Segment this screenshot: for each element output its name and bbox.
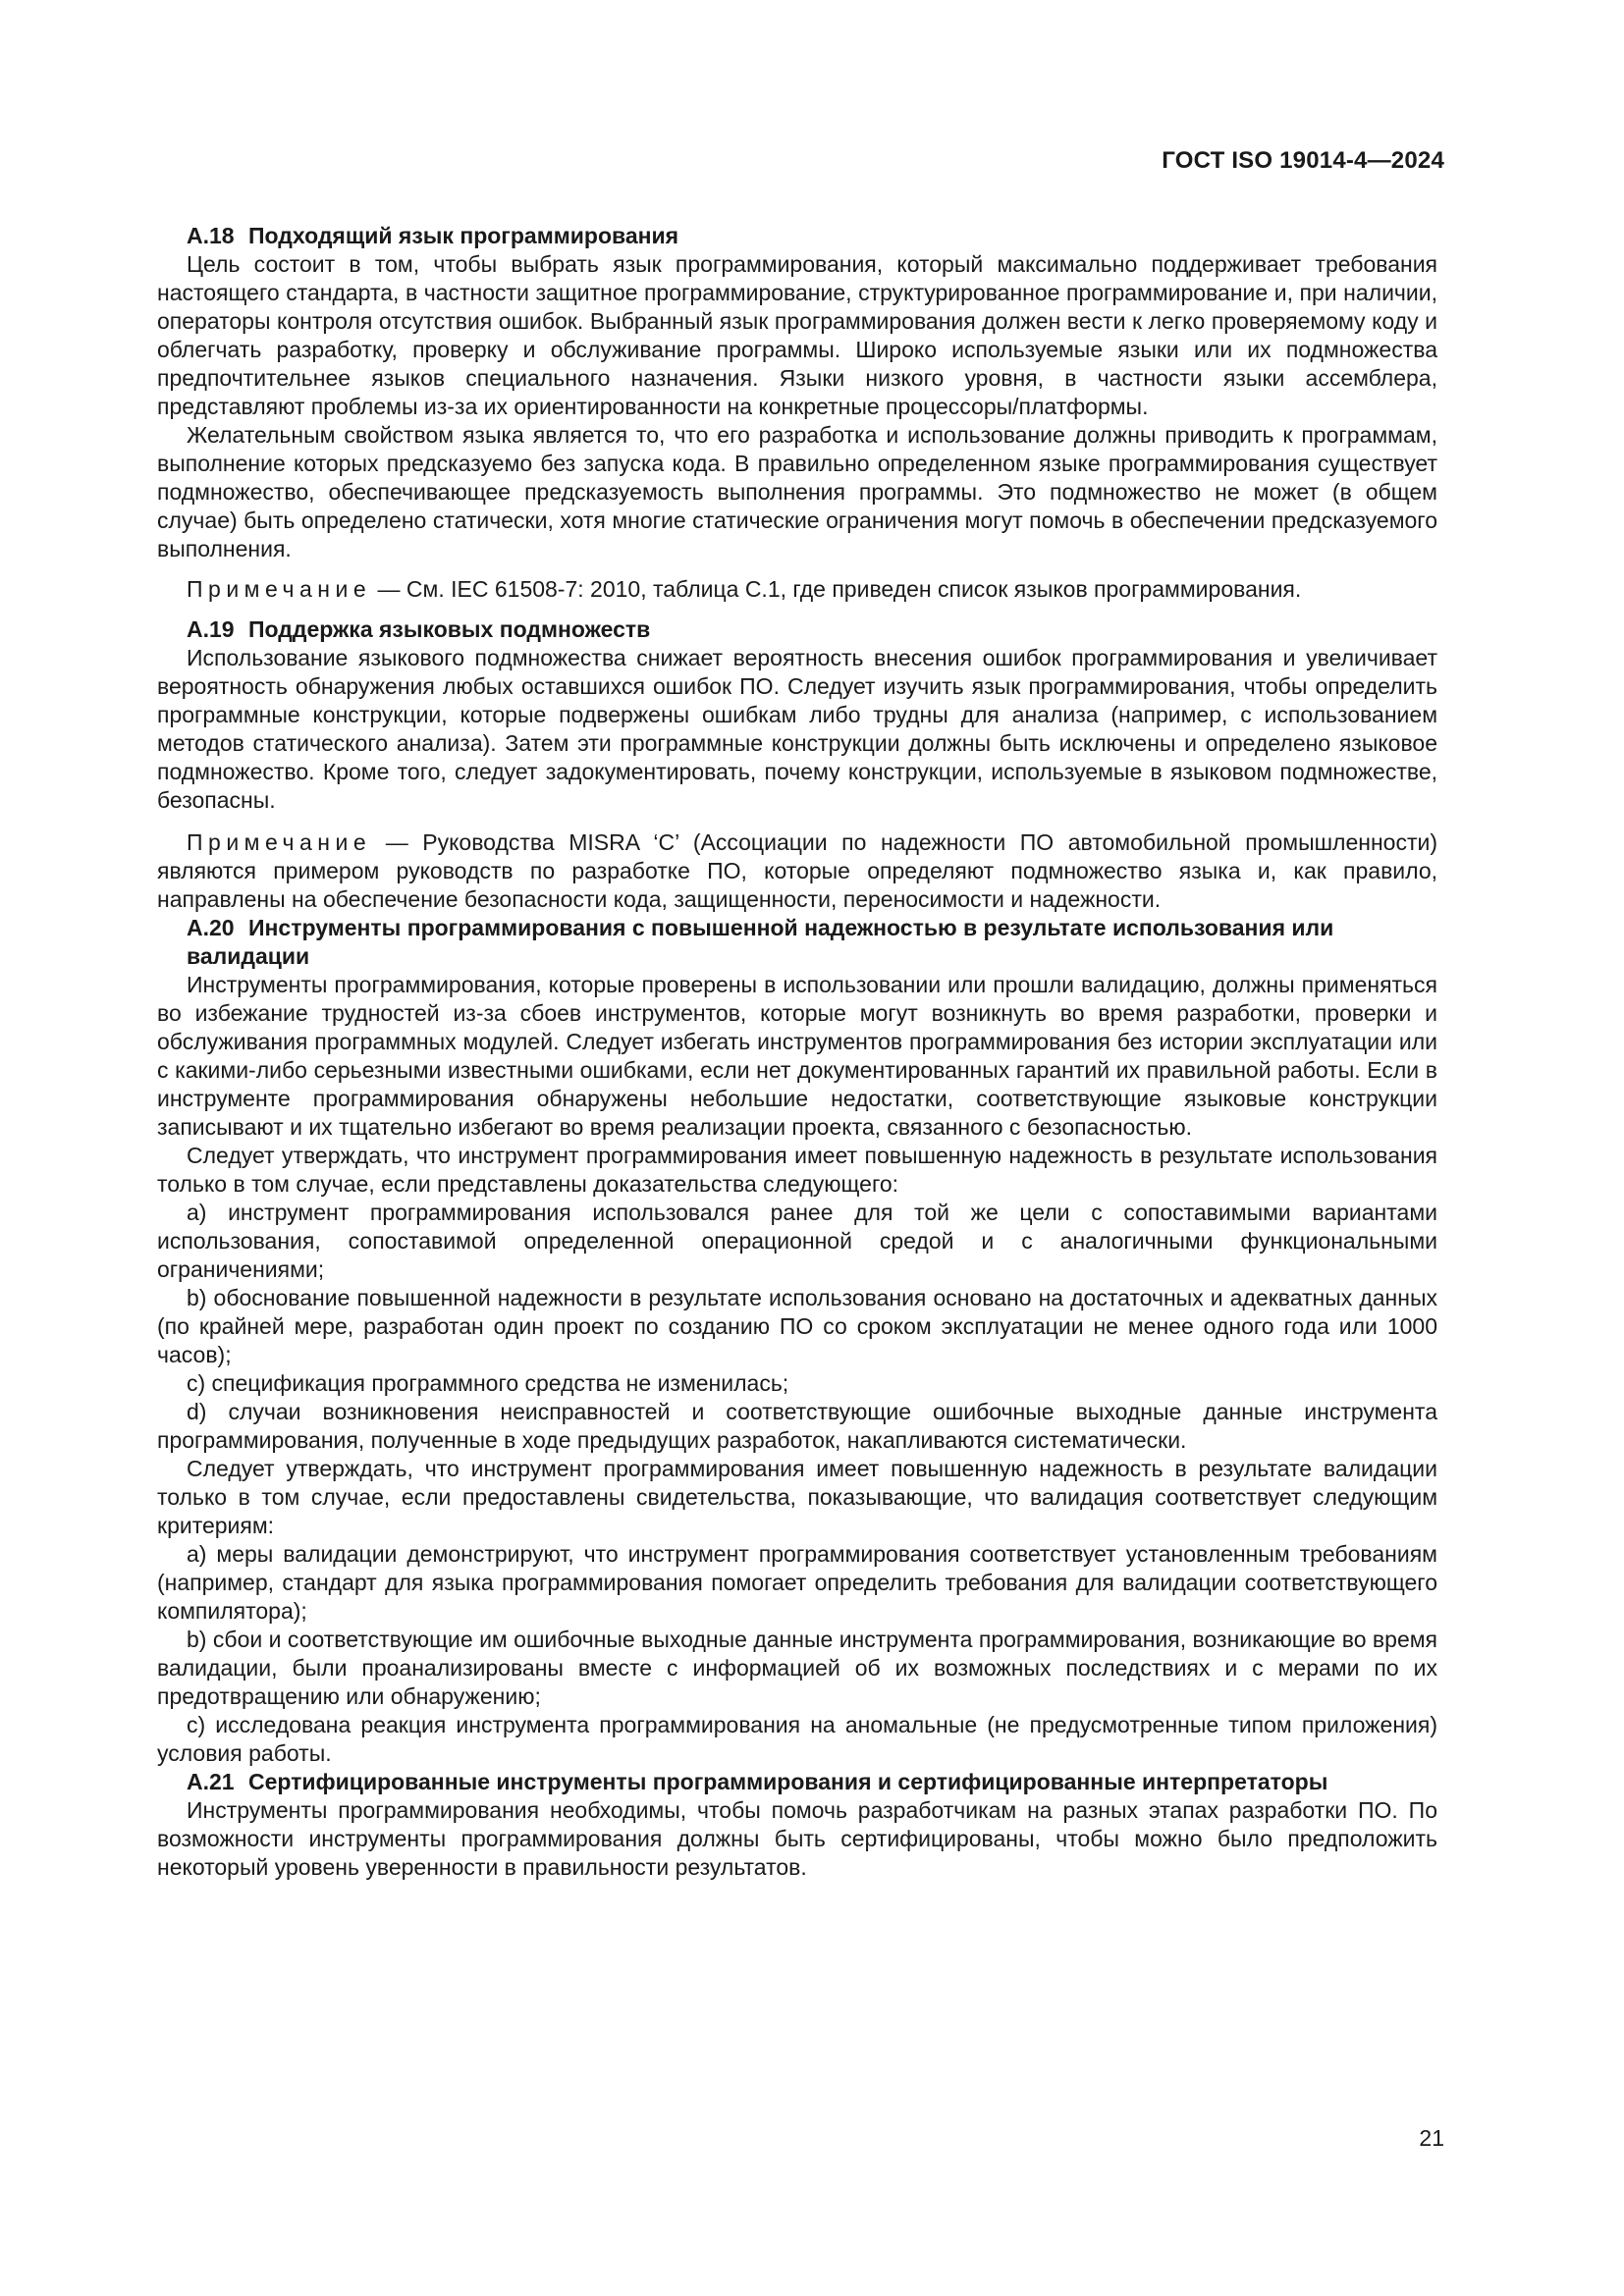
paragraph: Инструменты программирования, которые проверены в использовании или прошли валидацию, должны применяться во избежание трудностей из-за сбоев инструментов, которые могут возникнуть во время разработки, проверки и обслуживания программных модулей. Следует избегать инструментов программирования без истории эксплуатации или с какими-либо серьезными известными ошибками, если нет документированных гарантий их правильной работы. Если в инструменте программирования обнаружены небольшие недостатки, соответствующие языковые конструкции записывают и их тщательно избегают во время реализации проекта, связанного с безопасностью. [157,972,1437,1140]
note-label: Примечание [187,829,372,855]
paragraph: Следует утверждать, что инструмент программирования имеет повышенную надежность в результате валидации только в том случае, если предоставлены свидетельства, показывающие, что валидация соответствует следующим критериям: [157,1456,1437,1538]
section-heading-a20 [157,914,1437,971]
paragraph: Желательным свойством языка является то, что его разработка и использование должны приводить к программам, выполнение которых предсказуемо без запуска кода. В правильно определенном языке программирования существует подмножество, обеспечивающее предсказуемость выполнения программы. Это подмножество не может (в общем случае) быть определено статически, хотя многие статические ограничения могут помочь в обеспечении предсказуемого выполнения. [157,422,1437,561]
note [157,575,1437,604]
paragraph: Инструменты программирования необходимы, чтобы помочь разработчикам на разных этапах разработки ПО. По возможности инструменты программирования должны быть сертифицированы, чтобы можно было предположить некоторый уровень уверенности в правильности результатов. [157,1797,1437,1880]
section-heading-a21 [157,1768,1437,1796]
note-label: Примечание [187,576,372,602]
page-number: 21 [1419,2125,1444,2151]
section-title: Инструменты программирования с повышенной надежностью в результате использования или валидации [187,915,1334,969]
section-heading-a18 [157,222,1437,250]
list-item: a) меры валидации демонстрируют, что инструмент программирования соответствует установленным требованиям (например, стандарт для языка программирования помогает определить требования для валидации соответствующего компилятора); [157,1541,1437,1624]
list-item: b) сбои и соответствующие им ошибочные выходные данные инструмента программирования, возникающие во время валидации, были проанализированы вместе с информацией об их возможных последствиях и с мерами по их предотвращению или обнаружению; [157,1627,1437,1709]
note [157,828,1437,914]
list-item: c) спецификация программного средства не изменилась; [187,1370,789,1396]
section-title: Поддержка языковых подмножеств [247,616,651,642]
document-code-header: ГОСТ ISO 19014-4—2024 [1162,147,1444,174]
section-number: A.21 [187,1769,235,1794]
note-text: — См. IEC 61508-7: 2010, таблица С.1, где приведен список языков программирования. [371,576,1302,602]
section-number: A.18 [187,223,235,248]
section-heading-a19 [157,615,1437,644]
section-title: Сертифицированные инструменты программирования и сертифицированные интерпретаторы [247,1769,1328,1794]
list-item: a) инструмент программирования использовался ранее для той же цели с сопоставимыми вариантами использования, сопоставимой определенной операционной средой и с аналогичными функциональными ограничениями; [157,1200,1437,1282]
paragraph: Следует утверждать, что инструмент программирования имеет повышенную надежность в результате использования только в том случае, если представлены доказательства следующего: [157,1143,1437,1197]
note-text: — Руководства MISRA ‘C’ (Ассоциации по надежности ПО автомобильной промышленности) являются примером руководств по разработке ПО, которые определяют подмножество языка и, как правило, направлены на обеспечение безопасности кода, защищенности, переносимости и надежности. [157,829,1437,912]
paragraph: Использование языкового подмножества снижает вероятность внесения ошибок программирования и увеличивает вероятность обнаружения любых оставшихся ошибок ПО. Следует изучить язык программирования, чтобы определить программные конструкции, которые подвержены ошибкам либо трудны для анализа (например, с использованием методов статического анализа). Затем эти программные конструкции должны быть исключены и определено языковое подмножество. Кроме того, следует задокументировать, почему конструкции, используемые в языковом подмножестве, безопасны. [157,645,1437,813]
section-title: Подходящий язык программирования [247,223,679,248]
paragraph: Цель состоит в том, чтобы выбрать язык программирования, который максимально поддерживает требования настоящего стандарта, в частности защитное программирование, структурированное программирование и, при наличии, операторы контроля отсутствия ошибок. Выбранный язык программирования должен вести к легко проверяемому коду и облегчать разработку, проверку и обслуживание программы. Широко используемые языки или их подмножества предпочтительнее языков специального назначения. Языки низкого уровня, в частности языки ассемблера, представляют проблемы из-за их ориентированности на конкретные процессоры/платформы. [157,251,1437,419]
page-content [157,222,1437,1882]
section-number: A.20 [187,915,235,940]
list-item: b) обоснование повышенной надежности в результате использования основано на достаточных и адекватных данных (по крайней мере, разработан один проект по созданию ПО со сроком эксплуатации не менее одного года или 1000 часов); [157,1285,1437,1367]
list-item: c) исследована реакция инструмента программирования на аномальные (не предусмотренные типом приложения) условия работы. [157,1712,1437,1766]
section-number: A.19 [187,616,235,642]
list-item: d) случаи возникновения неисправностей и соответствующие ошибочные выходные данные инструмента программирования, полученные в ходе предыдущих разработок, накапливаются систематически. [157,1399,1437,1453]
